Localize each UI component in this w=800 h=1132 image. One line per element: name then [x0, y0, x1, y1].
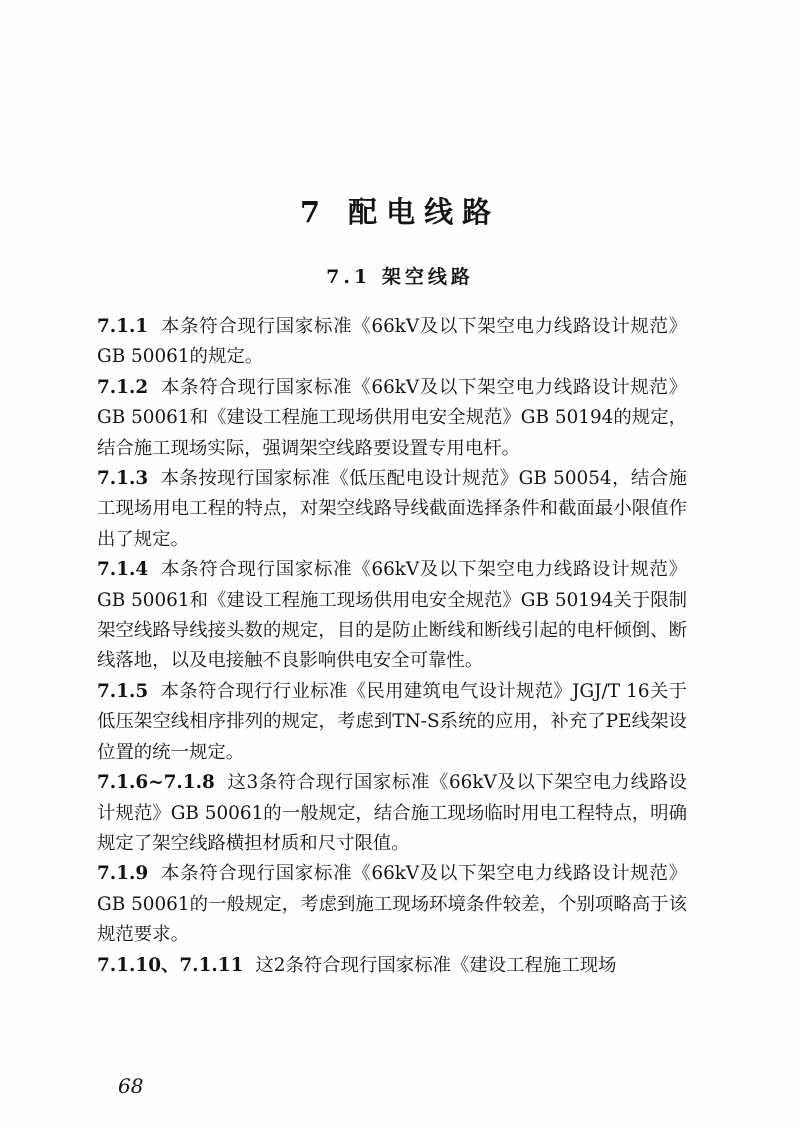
clause-7-1-5 — [97, 677, 687, 768]
clause-text: 这2条符合现行国家标准《建设工程施工现场 — [255, 954, 617, 976]
clause-number: 7.1.1 — [97, 316, 149, 337]
clause-text: 本条符合现行国家标准《66kV及以下架空电力线路设计规范》GB 50061的一般规定，考虑到施工现场环境条件较差，个别项略高于该规范要求。 — [97, 863, 687, 946]
clause-number: 7.1.9 — [97, 863, 149, 885]
clause-number: 7.1.10、7.1.11 — [97, 954, 244, 976]
clause-number: 7.1.6~7.1.8 — [97, 772, 215, 794]
clause-text: 本条按现行国家标准《低压配电设计规范》GB 50054，结合施工现场用电工程的特点，对架空线路导线截面选择条件和截面最小限值作出了规定。 — [97, 468, 687, 550]
clause-7-1-4 — [97, 555, 687, 677]
clause-text: 本条符合现行国家标准《66kV及以下架空电力线路设计规范》GB 50061和《建设工程施工现场供用电安全规范》GB 50194的规定，结合施工现场实际，强调架空线路要设置专用电杆。 — [97, 376, 687, 459]
clause-list — [97, 312, 687, 981]
clause-number: 7.1.2 — [97, 376, 149, 398]
clause-7-1-3 — [97, 464, 687, 555]
chapter-number: 7 — [299, 195, 330, 229]
clause-7-1-2 — [97, 373, 687, 464]
clause-number: 7.1.4 — [97, 559, 149, 581]
clause-text: 本条符合现行国家标准《66kV及以下架空电力线路设计规范》GB 50061和《建设工程施工现场供用电安全规范》GB 50194关于限制架空线路导线接头数的规定，目的是防止断线和断线引起的电杆倾倒、断线落地，以及电接触不良影响供电安全可靠性。 — [97, 559, 687, 672]
clause-number: 7.1.3 — [97, 468, 149, 490]
page-number: 68 — [118, 1074, 144, 1098]
clause-text: 本条符合现行行业标准《民用建筑电气设计规范》JGJ/T 16关于低压架空线相序排列的规定，考虑到TN-S系统的应用，补充了PE线架设位置的统一规定。 — [97, 680, 687, 763]
section-number: 7.1 — [326, 266, 372, 288]
clause-7-1-6-to-7-1-8 — [97, 768, 687, 859]
clause-number: 7.1.5 — [97, 680, 149, 702]
clause-7-1-10-7-1-11 — [97, 951, 687, 981]
clause-7-1-1 — [97, 312, 687, 373]
clause-text: 本条符合现行国家标准《66kV及以下架空电力线路设计规范》GB 50061的规定。 — [97, 316, 687, 368]
chapter-name: 配电线路 — [348, 195, 501, 229]
section-name: 架空线路 — [381, 266, 474, 288]
chapter-title — [0, 190, 800, 231]
clause-text: 这3条符合现行国家标准《66kV及以下架空电力线路设计规范》GB 50061的一般规定，结合施工现场临时用电工程特点，明确规定了架空线路横担材质和尺寸限值。 — [97, 772, 687, 854]
clause-7-1-9 — [97, 859, 687, 950]
section-title — [0, 262, 800, 289]
